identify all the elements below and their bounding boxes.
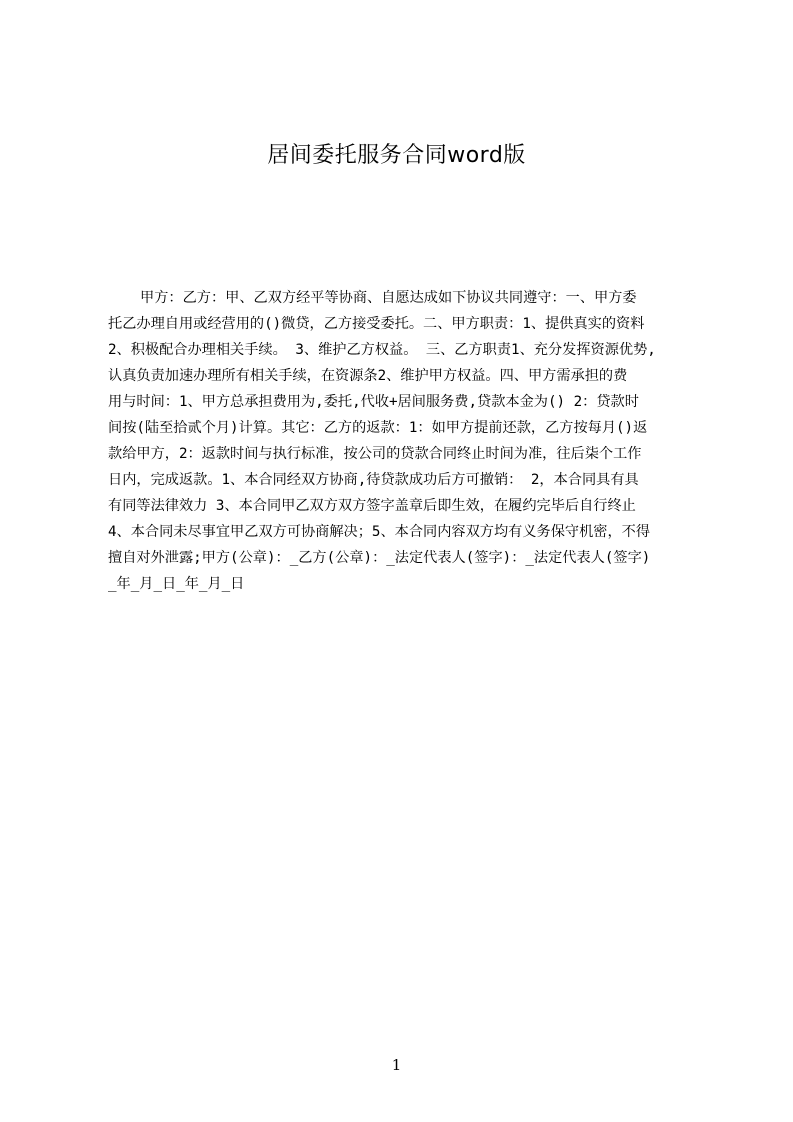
document-title: 居间委托服务合同word版 [267,143,526,168]
body-line-3: 2、积极配合办理相关手续。 3、维护乙方权益。 三、乙方职责1、充分发挥资源优势, [108,342,656,358]
body-line-11: 擅自对外泄露;甲方(公章)：_乙方(公章)：_法定代表人(签字)：_法定代表人(签字) [108,550,651,566]
body-line-6: 间按(陆至拾贰个月)计算。其它：乙方的返款：1：如甲方提前还款，乙方按每月()返 [108,420,648,436]
body-line-1: 甲方：乙方：甲、乙双方经平等协商、自愿达成如下协议共同遵守：一、甲方委 [140,290,637,306]
body-line-9: 有同等法律效力 3、本合同甲乙双方双方签字盖章后即生效，在履约完毕后自行终止 [108,498,636,514]
page-number: 1 [391,1056,402,1074]
body-line-8: 日内，完成返款。1、本合同经双方协商,待贷款成功后方可撤销： 2，本合同具有具 [108,472,639,488]
body-line-2: 托乙办理自用或经营用的()微贷，乙方接受委托。二、甲方职责：1、提供真实的资料 [108,316,645,332]
body-line-12: _年_月_日_年_月_日 [108,576,245,592]
body-line-10: 4、本合同未尽事宜甲乙双方可协商解决；5、本合同内容双方均有义务保守机密，不得 [108,524,651,540]
body-line-5: 用与时间：1、甲方总承担费用为,委托,代收+居间服务费,贷款本金为() 2：贷款时 [108,394,639,410]
body-line-4: 认真负责加速办理所有相关手续，在资源条2、维护甲方权益。四、甲方需承担的费 [108,368,628,384]
document-body [108,285,698,597]
body-line-7: 款给甲方，2：返款时间与执行标准，按公司的贷款合同终止时间为准，往后柒个工作 [108,446,642,462]
